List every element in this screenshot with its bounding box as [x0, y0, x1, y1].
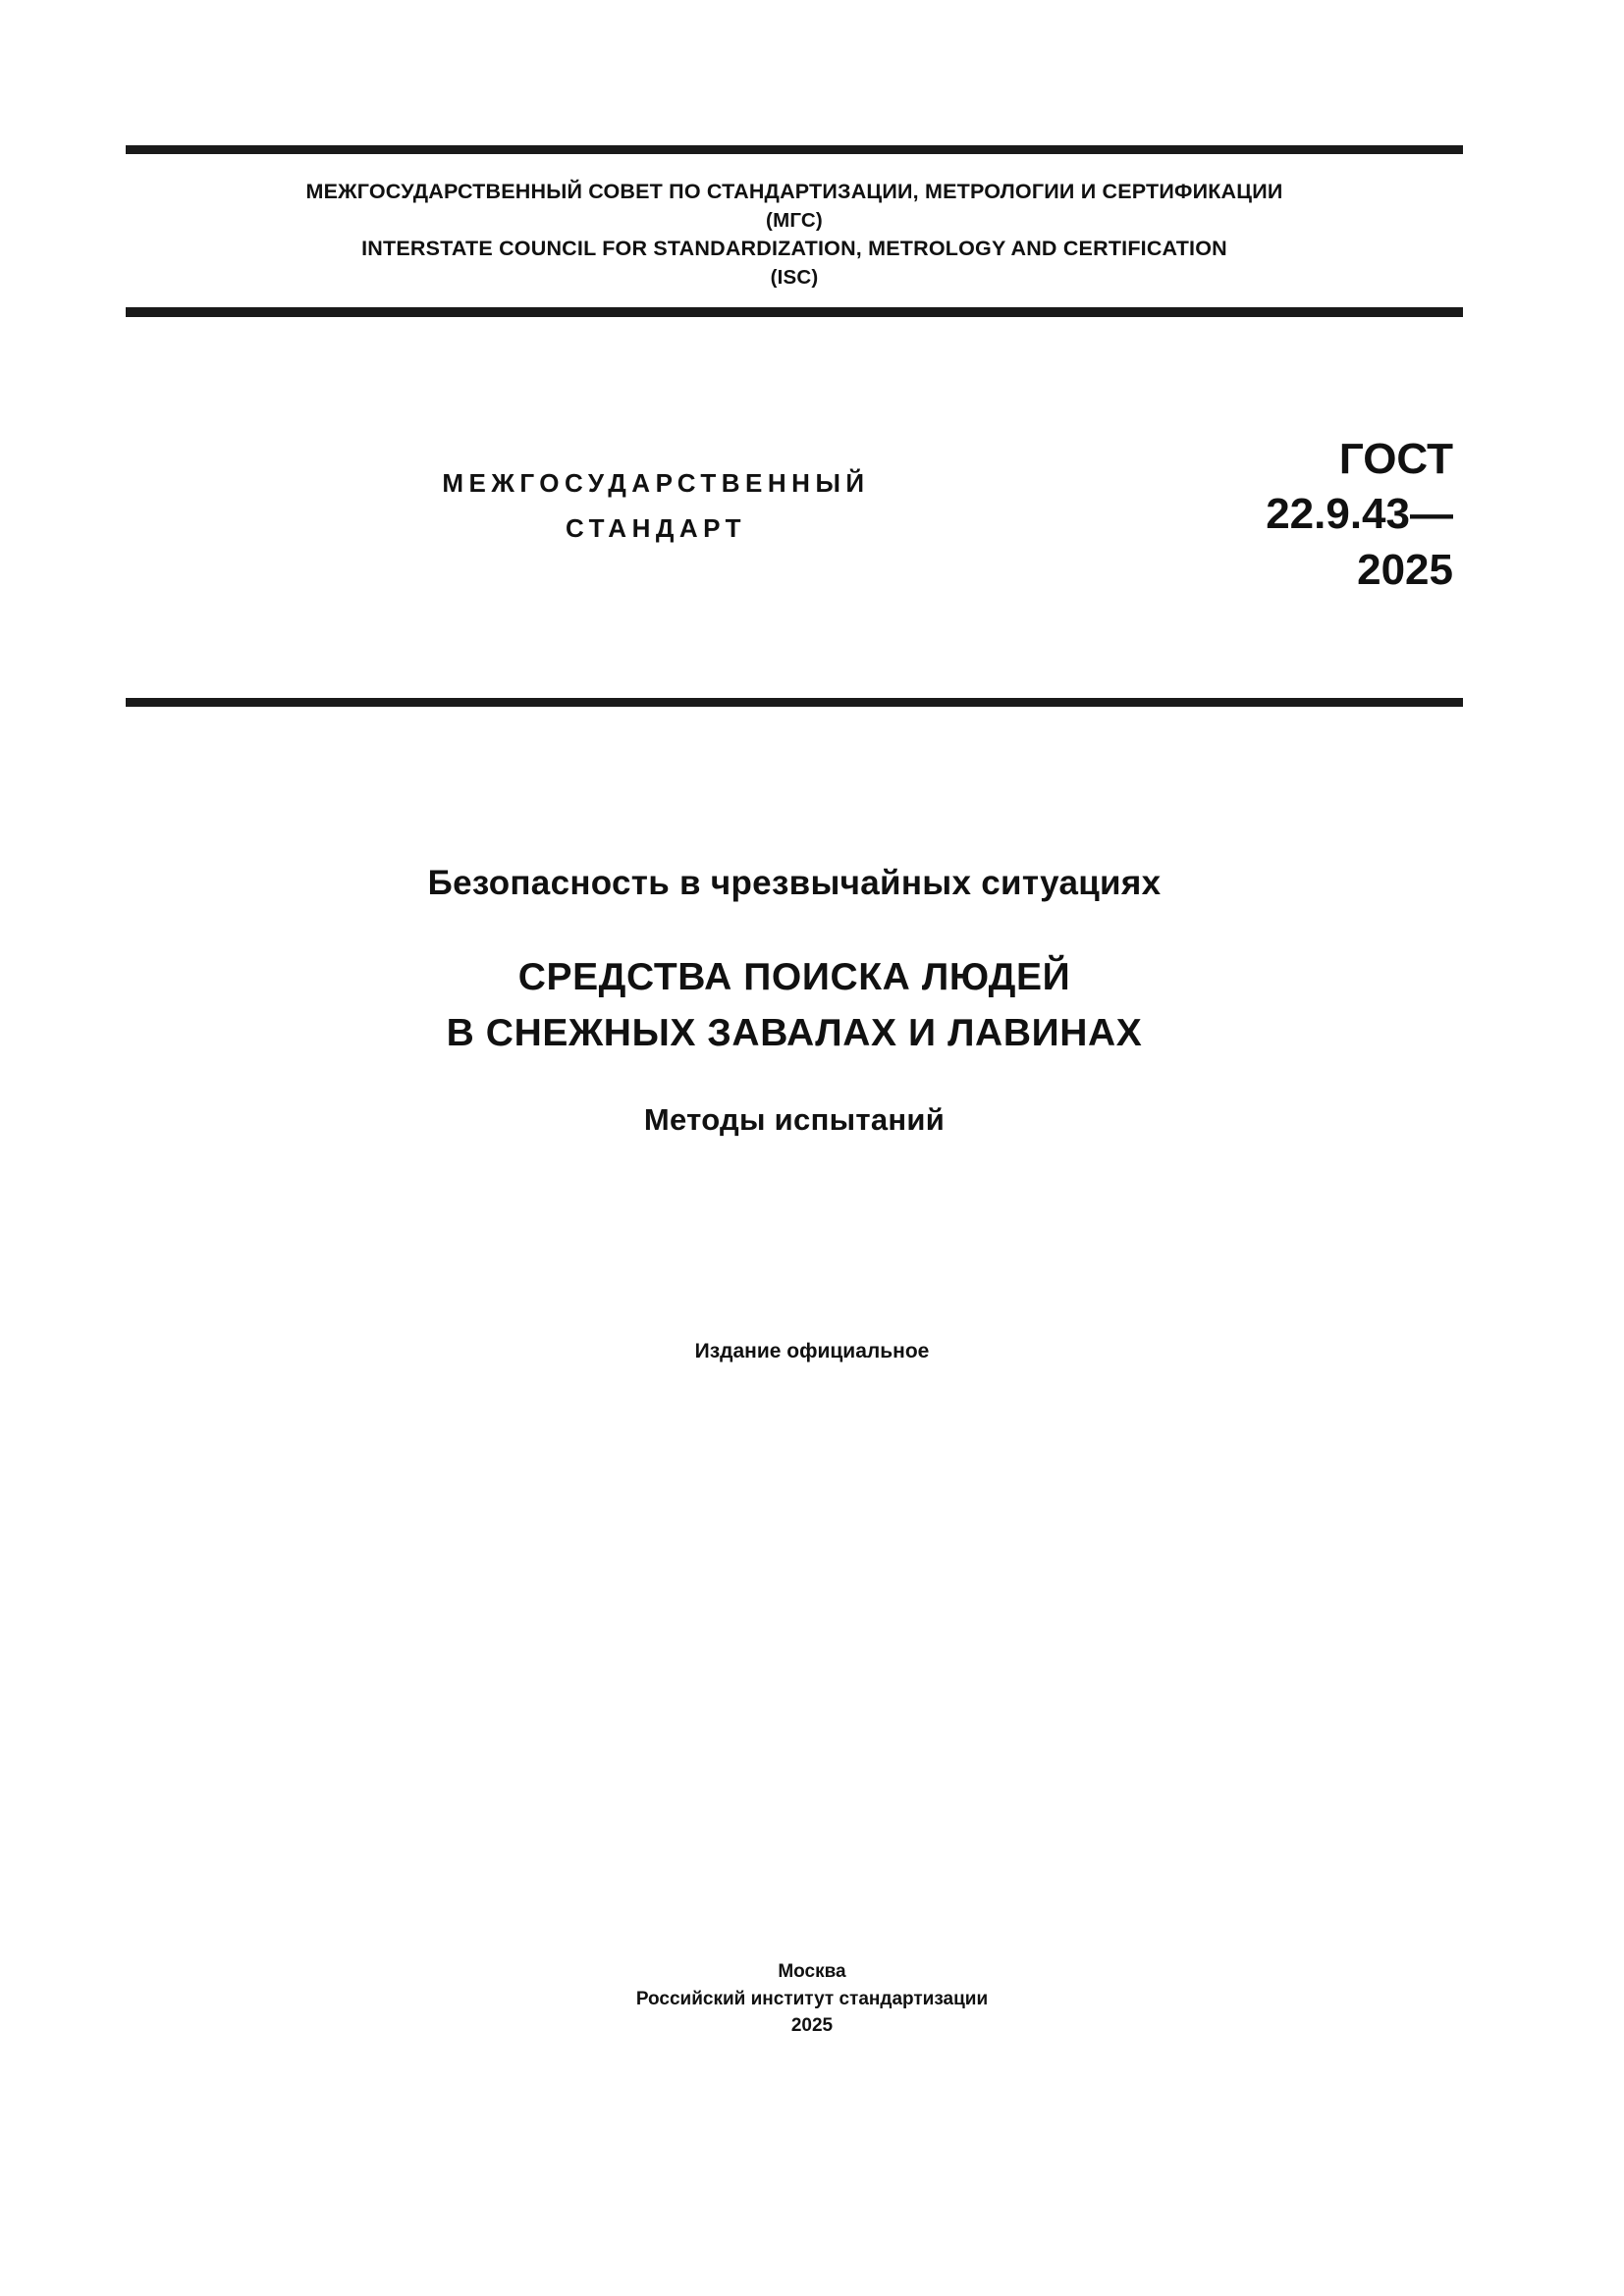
title-main — [126, 950, 1463, 1061]
organization-abbr-ru: (МГС) — [766, 208, 823, 232]
organization-abbr-en: (ISC) — [770, 265, 819, 289]
publisher-name: Российский институт стандартизации — [635, 1988, 989, 2009]
standard-designation-line-3: 2025 — [1357, 545, 1453, 594]
publisher-imprint — [0, 1958, 1624, 2040]
standard-designation-line-2: 22.9.43— — [1266, 490, 1453, 539]
standard-designation — [1031, 432, 1453, 598]
header-bottom-rule — [126, 307, 1463, 317]
title-main-line-2: В СНЕЖНЫХ ЗАВАЛАХ И ЛАВИНАХ — [446, 1011, 1143, 1054]
header-top-rule — [126, 145, 1463, 154]
document-title-block — [126, 864, 1463, 1138]
standard-designation-line-1: ГОСТ — [1338, 435, 1453, 483]
issuing-organization — [126, 154, 1463, 307]
header-block — [126, 145, 1463, 317]
title-subtitle: Методы испытаний — [643, 1102, 946, 1138]
organization-name-ru: МЕЖГОСУДАРСТВЕННЫЙ СОВЕТ ПО СТАНДАРТИЗАЦИИ, МЕТРОЛОГИИ И СЕРТИФИКАЦИИ — [305, 180, 1283, 203]
identification-bottom-rule — [126, 698, 1463, 707]
title-subject-area: Безопасность в чрезвычайных ситуациях — [427, 864, 1162, 902]
standard-type-line-1: МЕЖГОСУДАРСТВЕННЫЙ — [442, 468, 870, 498]
edition-note: Издание официальное — [694, 1340, 930, 1362]
title-main-line-1: СРЕДСТВА ПОИСКА ЛЮДЕЙ — [517, 956, 1071, 998]
standard-type — [312, 461, 1000, 551]
standard-identification-block — [126, 378, 1463, 707]
organization-name-en: INTERSTATE COUNCIL FOR STANDARDIZATION, METROLOGY AND CERTIFICATION — [361, 236, 1227, 260]
standard-type-line-2: СТАНДАРТ — [565, 512, 747, 543]
publication-year: 2025 — [790, 2015, 834, 2037]
publisher-city: Москва — [778, 1961, 846, 1982]
